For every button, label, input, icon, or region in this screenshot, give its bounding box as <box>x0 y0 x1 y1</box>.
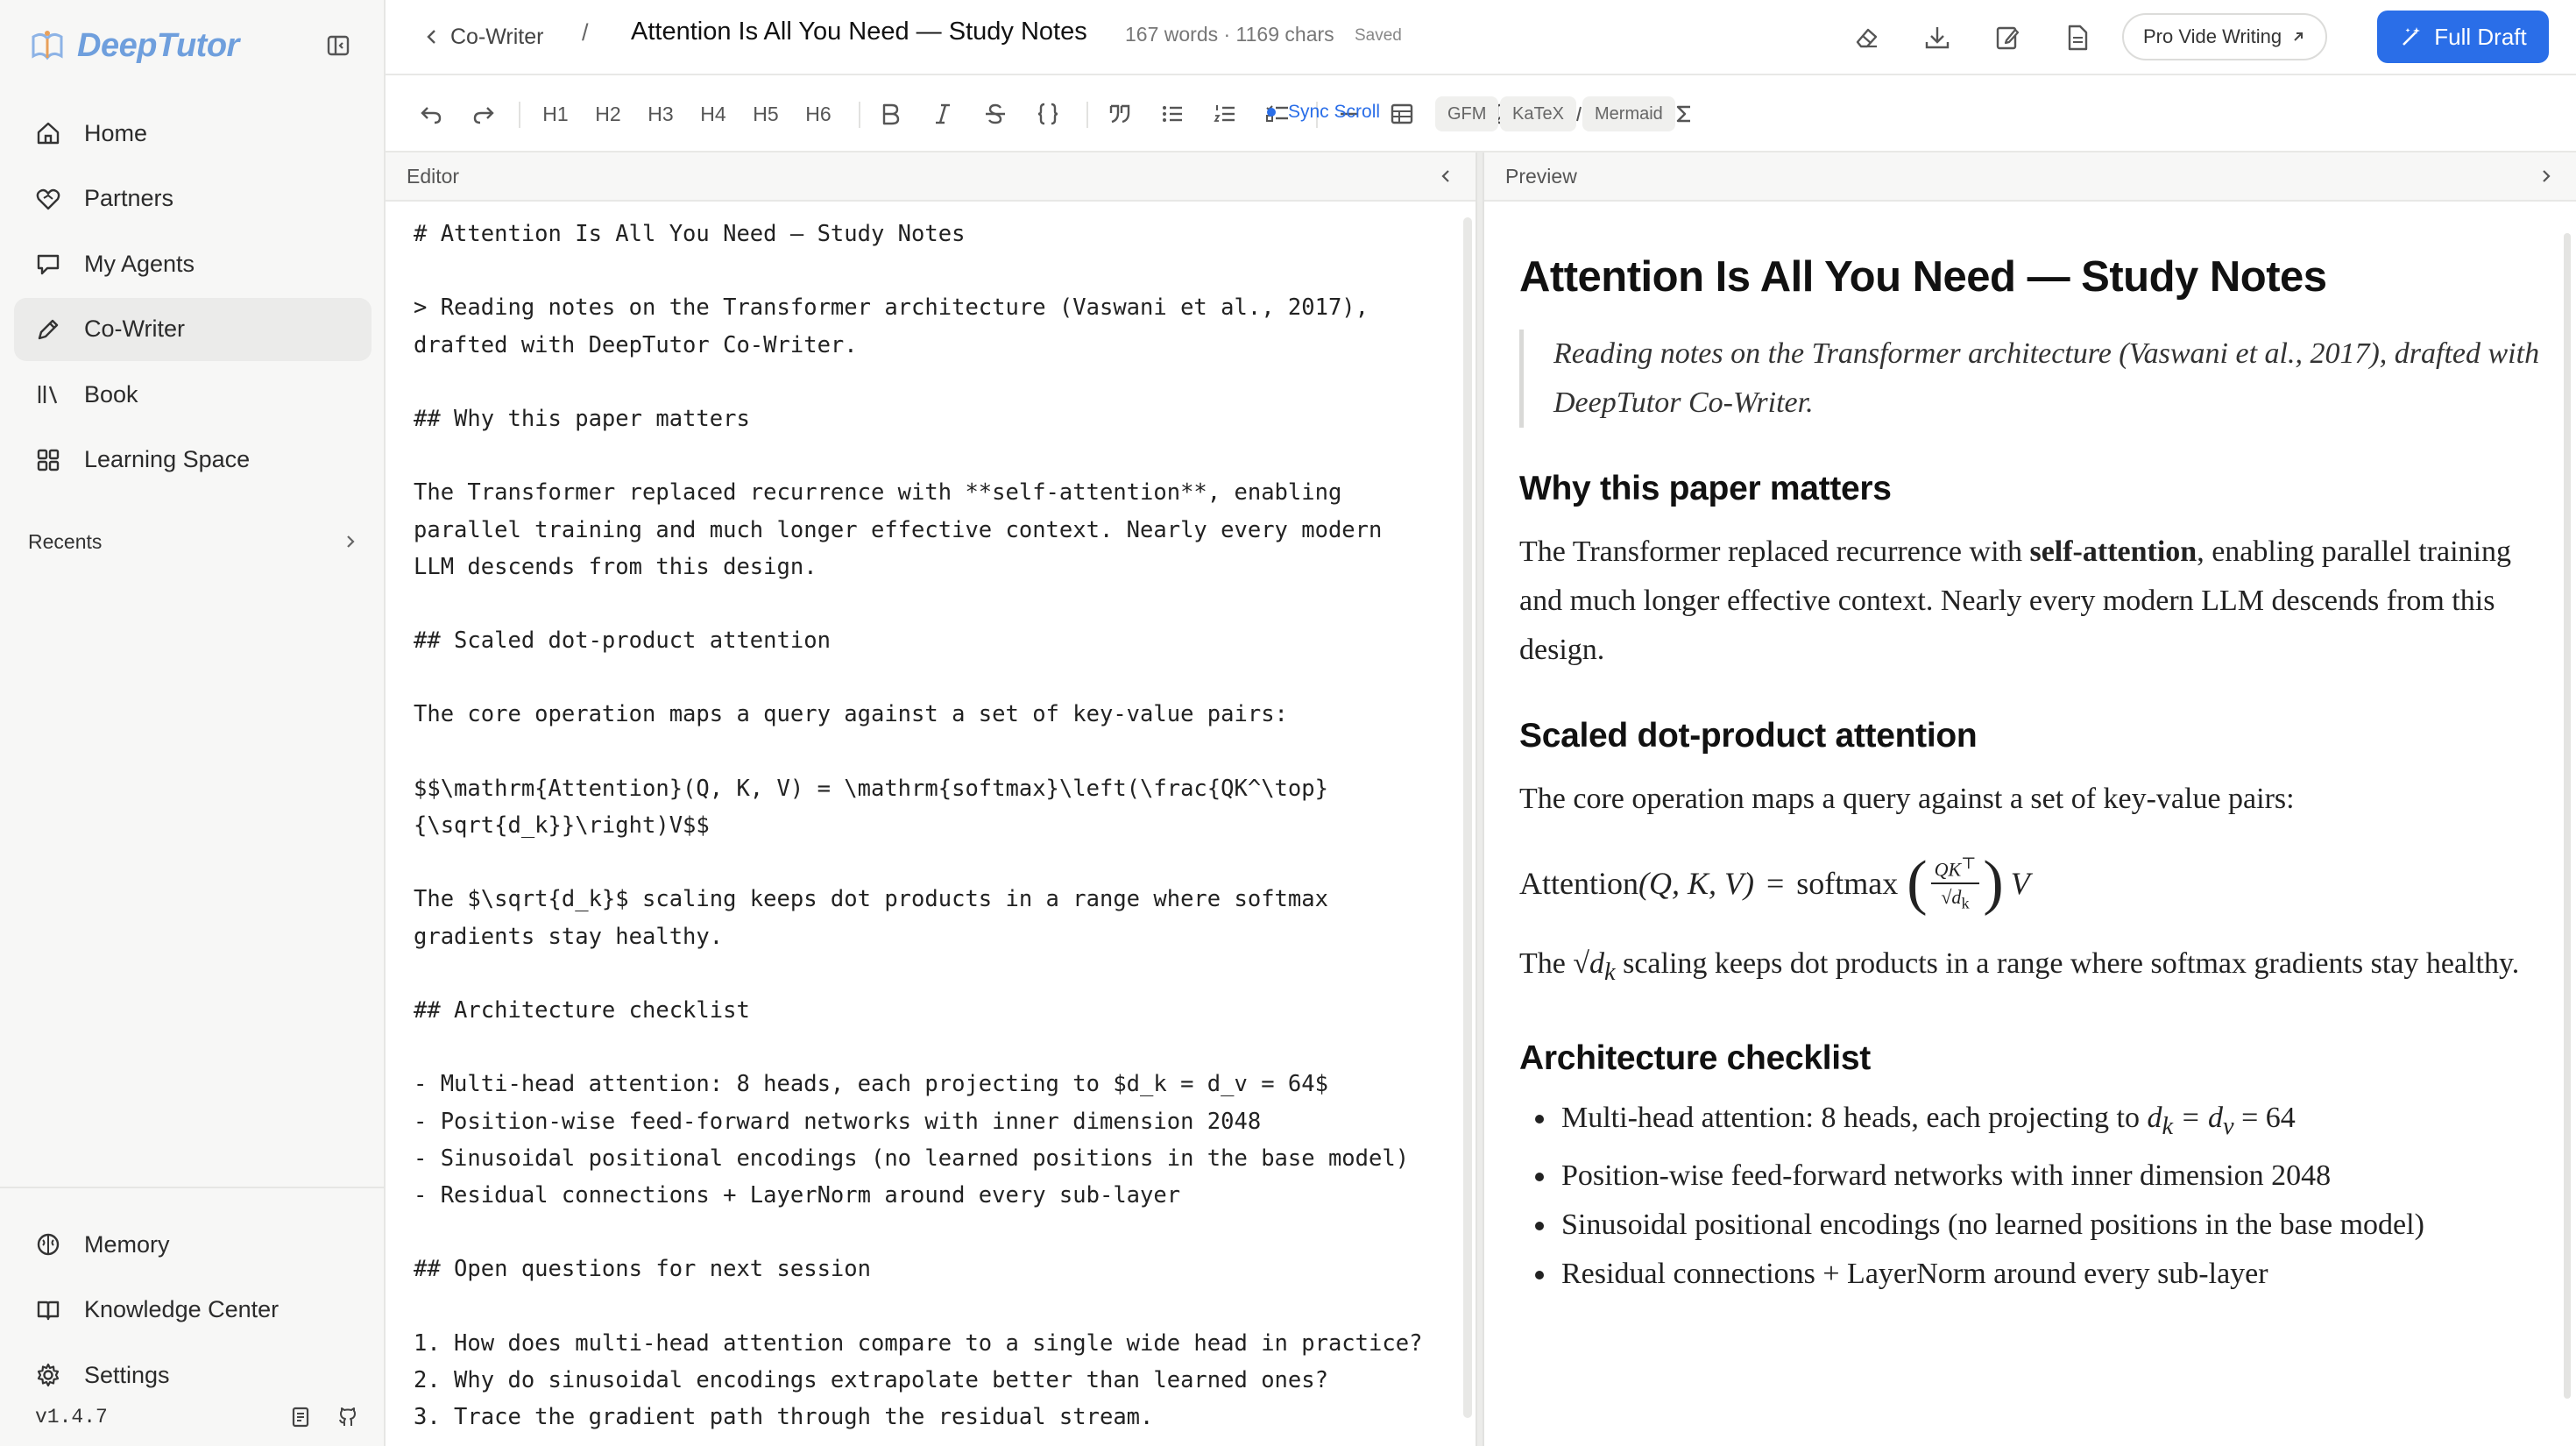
formula-tail: V <box>2010 866 2030 901</box>
full-draft-button[interactable] <box>2377 11 2549 63</box>
recents-label: Recents <box>28 529 103 553</box>
editor-line[interactable]: - Residual connections + LayerNorm around every sub-layer <box>414 1181 1181 1209</box>
toolbar-divider <box>859 102 860 128</box>
bold-icon <box>879 102 902 126</box>
preview-panel <box>1484 152 2576 1446</box>
heading-1-button[interactable]: H1 <box>542 102 569 125</box>
sync-dot <box>1267 108 1276 117</box>
nav-label: Memory <box>84 1230 170 1258</box>
eraser-icon <box>1852 23 1882 53</box>
nav-item-co-writer[interactable] <box>14 298 372 361</box>
formula-eq: = <box>1766 866 1785 901</box>
inline-math-sub: k <box>2162 1112 2174 1140</box>
document-icon <box>2063 23 2092 53</box>
nav-label: Home <box>84 119 148 146</box>
preview-heading-checklist: Architecture checklist <box>1519 1038 1871 1077</box>
editor-line[interactable]: ## Open questions for next session <box>414 1256 871 1283</box>
download-icon <box>1922 23 1952 53</box>
formula-numerator <box>1931 854 1980 884</box>
nav-item-learning-space[interactable] <box>14 429 372 492</box>
editor-line[interactable]: 1. How does multi-head attention compare to a single wide head in practice? <box>414 1329 1423 1357</box>
sidebar <box>0 0 386 1446</box>
gear-icon <box>33 1360 63 1390</box>
toolbar-divider <box>1086 102 1088 128</box>
editor-line[interactable] <box>414 252 1465 289</box>
bold-text: self-attention <box>2029 535 2197 568</box>
undo-button[interactable] <box>412 95 450 133</box>
editor-line[interactable] <box>414 1287 1465 1324</box>
code-block-button[interactable] <box>1029 95 1067 133</box>
pro-vide-writing-button[interactable] <box>2122 13 2327 60</box>
formula-paren-open: ( <box>1907 849 1928 917</box>
nav-label: Co-Writer <box>84 315 186 342</box>
list-item <box>1535 1094 2544 1152</box>
sidebar-collapse-button[interactable] <box>322 30 354 61</box>
heading-3-button[interactable]: H3 <box>648 102 674 125</box>
download-button[interactable] <box>1915 16 1959 60</box>
heading-2-button[interactable]: H2 <box>595 102 621 125</box>
italic-icon <box>931 102 954 126</box>
editor-line[interactable] <box>414 844 1465 881</box>
quote-icon <box>1107 101 1133 127</box>
sidebar-bottom-nav <box>0 1187 386 1409</box>
markdown-editor[interactable] <box>414 216 1465 1435</box>
breadcrumb-separator: / <box>582 19 589 46</box>
quote-button[interactable] <box>1100 95 1139 133</box>
undo-icon <box>418 101 444 127</box>
chevron-right-icon <box>342 533 359 550</box>
sidebar-toggle-icon <box>326 33 350 58</box>
preview-header <box>1484 152 2576 202</box>
sigma-icon <box>1673 103 1695 125</box>
editor-line[interactable]: drafted with DeepTutor Co-Writer. <box>414 331 858 358</box>
book-open-icon <box>33 1295 63 1325</box>
nav-item-settings[interactable] <box>14 1343 372 1407</box>
editor-line[interactable]: The $\sqrt{d_k}$ scaling keeps dot products in a range where softmax <box>414 886 1328 913</box>
format-toolbar <box>386 75 2576 152</box>
preview-heading-attention: Scaled dot-product attention <box>1519 717 1978 755</box>
full-draft-label: Full Draft <box>2434 23 2527 50</box>
formula-softmax: softmax <box>1796 866 1899 901</box>
redo-icon <box>471 101 497 127</box>
editor-panel <box>386 152 1476 1446</box>
editor-line[interactable]: The Transformer replaced recurrence with **self-attention**, enabling <box>414 479 1342 507</box>
formula-fn: Attention <box>1519 866 1638 901</box>
preview-paragraph <box>1519 528 2544 675</box>
nav-item-book[interactable] <box>14 363 372 426</box>
logo-text: DeepTutor <box>77 26 239 64</box>
toolbar-divider <box>519 102 520 128</box>
bold-button[interactable] <box>871 95 909 133</box>
pen-icon <box>33 315 63 344</box>
partners-icon <box>33 184 63 214</box>
word-count: 167 words · 1169 chars <box>1125 23 1334 46</box>
editor-line[interactable]: 3. Trace the gradient path through the residual stream. <box>414 1404 1154 1430</box>
text-run: Multi-head attention: 8 heads, each projecting to <box>1561 1101 2148 1134</box>
sync-scroll-toggle[interactable] <box>1267 102 1380 123</box>
numerator-text: QK <box>1934 857 1962 880</box>
editor-line[interactable] <box>414 364 1465 400</box>
redo-button[interactable] <box>464 95 503 133</box>
denominator-text: √d <box>1941 885 1962 908</box>
editor-line[interactable] <box>414 734 1465 770</box>
nav-item-my-agents[interactable] <box>14 232 372 295</box>
editor-line[interactable]: The core operation maps a query against a set of key-value pairs: <box>414 701 1288 728</box>
version-label: v1.4.7 <box>35 1406 108 1428</box>
editor-line[interactable] <box>414 1029 1465 1066</box>
editor-line[interactable]: 2. Why do sinusoidal encodings extrapolate better than learned ones? <box>414 1366 1328 1393</box>
collapse-left-icon[interactable] <box>1437 167 1454 185</box>
document-title[interactable]: Attention Is All You Need — Study Notes <box>631 18 1087 46</box>
numerator-sup: ⊤ <box>1961 854 1977 872</box>
document-button[interactable] <box>2056 16 2099 60</box>
editor-line[interactable]: - Multi-head attention: 8 heads, each projecting to $d_k = d_v = 64$ <box>414 1071 1328 1098</box>
back-button[interactable] <box>424 19 543 54</box>
pro-button-label: Pro Vide Writing <box>2143 25 2282 47</box>
text-run: The <box>1519 947 1574 980</box>
preview-heading-1: Attention Is All You Need — Study Notes <box>1519 253 2327 301</box>
text-run: , enabling parallel training and much longer effective context. Nearly every modern LLM descends from this design. <box>1519 535 2511 666</box>
strikethrough-icon <box>983 102 1008 126</box>
edit-document-icon <box>1992 23 2022 53</box>
github-icon[interactable] <box>336 1406 359 1428</box>
numbered-list-icon <box>1212 101 1238 127</box>
sync-scroll-label: Sync Scroll <box>1288 102 1381 122</box>
inline-math-sub: k <box>1604 958 1616 986</box>
editor-line[interactable] <box>414 585 1465 622</box>
editor-line[interactable] <box>414 659 1465 696</box>
save-status: Saved <box>1355 26 1402 45</box>
magic-wand-icon <box>2399 25 2424 49</box>
list-item: Sinusoidal positional encodings (no learned positions in the base model) <box>1535 1201 2544 1250</box>
home-icon <box>33 118 63 148</box>
nav-label: Partners <box>84 185 174 211</box>
editor-header <box>386 152 1476 202</box>
editor-line[interactable]: ## Why this paper matters <box>414 405 750 432</box>
formula-denominator <box>1941 884 1969 912</box>
inline-math-sub: v <box>2223 1112 2234 1140</box>
top-actions <box>1845 16 2099 60</box>
panel-resize-handle[interactable] <box>1476 152 1484 1446</box>
editor-line[interactable]: $$\mathrm{Attention}(Q, K, V) = \mathrm{softmax}\left(\frac{QK^\top} <box>414 775 1328 802</box>
braces-icon <box>1035 101 1061 127</box>
inline-math: = 64 <box>2233 1101 2296 1134</box>
list-item: Residual connections + LayerNorm around every sub-layer <box>1535 1250 2544 1299</box>
editor-line[interactable] <box>414 955 1465 992</box>
editor-line[interactable]: # Attention Is All You Need — Study Notes <box>414 221 966 247</box>
preview-title: Preview <box>1505 164 1577 188</box>
version-row <box>35 1406 359 1428</box>
numbered-list-button[interactable] <box>1206 95 1244 133</box>
footer-icons <box>289 1406 359 1428</box>
grid-icon <box>33 445 63 475</box>
mermaid-badge: Mermaid <box>1582 96 1675 131</box>
top-bar <box>386 0 2576 75</box>
editor-line[interactable]: ## Architecture checklist <box>414 996 750 1024</box>
heading-6-button[interactable]: H6 <box>805 102 832 125</box>
table-button[interactable] <box>1383 95 1421 133</box>
nav-label: My Agents <box>84 250 195 277</box>
edit-note-button[interactable] <box>1985 16 2029 60</box>
table-icon <box>1389 101 1415 127</box>
editor-line[interactable]: parallel training and much longer effective context. Nearly every modern <box>414 516 1383 543</box>
book-icon <box>33 379 63 409</box>
bullet-list-icon <box>1159 101 1185 127</box>
preview-blockquote: Reading notes on the Transformer architecture (Vaswani et al., 2017), drafted with DeepTutor Co-Writer. <box>1519 330 2544 428</box>
chevron-left-icon <box>424 27 440 46</box>
nav-label: Learning Space <box>84 446 251 472</box>
editor-line[interactable]: ## Scaled dot-product attention <box>414 627 831 655</box>
editor-line[interactable]: {\sqrt{d_k}}\right)V$$ <box>414 812 710 839</box>
docs-icon[interactable] <box>289 1406 312 1428</box>
app-logo[interactable] <box>26 21 239 70</box>
clear-button[interactable] <box>1845 16 1889 60</box>
logo-icon <box>26 25 68 67</box>
attention-formula <box>1519 847 2544 920</box>
text-run: scaling keeps dot products in a range where softmax gradients stay healthy. <box>1615 947 2520 980</box>
nav-item-home[interactable] <box>14 102 372 165</box>
katex-badge: KaTeX <box>1500 96 1576 131</box>
preview-content <box>1519 252 2544 1299</box>
brain-icon <box>33 1230 63 1259</box>
formula-paren-close: ) <box>1983 849 2004 917</box>
collapse-right-icon[interactable] <box>2537 167 2555 185</box>
editor-title: Editor <box>407 164 460 188</box>
bullet-list-button[interactable] <box>1153 95 1192 133</box>
heading-4-button[interactable]: H4 <box>700 102 726 125</box>
list-item: Position-wise feed-forward networks with inner dimension 2048 <box>1535 1152 2544 1201</box>
inline-math: = d <box>2173 1101 2223 1134</box>
agents-icon <box>33 249 63 279</box>
preview-paragraph <box>1519 939 2544 997</box>
gfm-badge: GFM <box>1435 96 1498 131</box>
denominator-sub: k <box>1961 894 1970 912</box>
preview-scrollbar[interactable] <box>2564 233 2571 1399</box>
formula-args: (Q, K, V) <box>1638 866 1754 901</box>
editor-scrollbar[interactable] <box>1463 217 1472 1418</box>
formula-fraction <box>1931 854 1980 913</box>
editor-line[interactable] <box>414 437 1465 474</box>
preview-paragraph: The core operation maps a query against a set of key-value pairs: <box>1519 783 2295 815</box>
editor-line[interactable]: > Reading notes on the Transformer architecture (Vaswani et al., 2017), <box>414 294 1369 322</box>
editor-line[interactable]: - Position-wise feed-forward networks with inner dimension 2048 <box>414 1108 1262 1135</box>
nav-label: Knowledge Center <box>84 1296 280 1322</box>
main-nav <box>14 102 372 493</box>
nav-item-knowledge-center[interactable] <box>14 1279 372 1342</box>
nav-label: Settings <box>84 1361 170 1388</box>
editor-line[interactable]: LLM descends from this design. <box>414 553 817 580</box>
preview-heading-why: Why this paper matters <box>1519 470 1892 507</box>
preview-bullet-list <box>1519 1094 2544 1299</box>
italic-button[interactable] <box>924 95 962 133</box>
recents-toggle[interactable] <box>28 524 359 559</box>
inline-math: d <box>2147 1101 2162 1134</box>
nav-label: Book <box>84 380 138 408</box>
heading-5-button[interactable]: H5 <box>753 102 779 125</box>
text-run: The Transformer replaced recurrence with <box>1519 535 2030 568</box>
nav-item-partners[interactable] <box>14 167 372 230</box>
strikethrough-button[interactable] <box>976 95 1015 133</box>
inline-math: √d <box>1573 947 1605 980</box>
external-link-icon <box>2290 29 2306 45</box>
back-label: Co-Writer <box>450 24 544 49</box>
editor-line[interactable]: gradients stay healthy. <box>414 923 724 950</box>
editor-line[interactable] <box>414 1214 1465 1251</box>
nav-item-memory[interactable] <box>14 1213 372 1276</box>
editor-line[interactable]: - Sinusoidal positional encodings (no learned positions in the base model) <box>414 1145 1410 1172</box>
